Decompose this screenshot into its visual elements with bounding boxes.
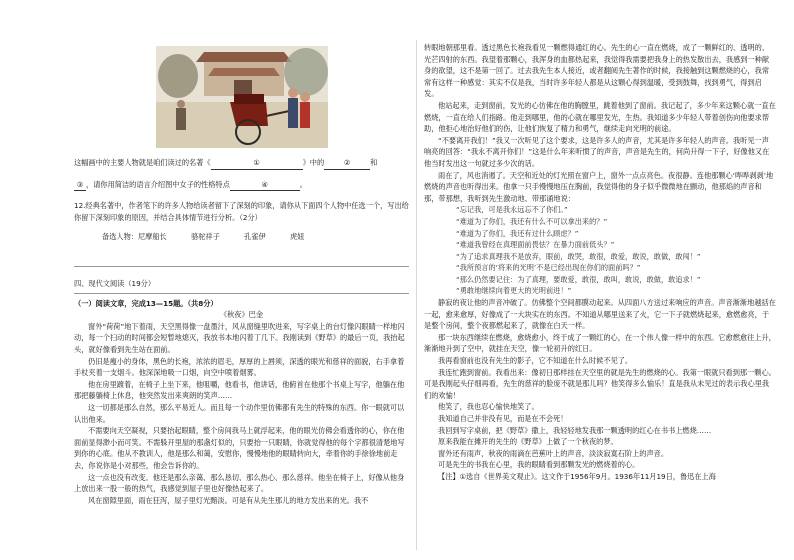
section-4-title: 四、现代文阅读（19分） <box>74 279 156 288</box>
right-para-5: 静寂的夜让他的声音冲破了。仿佛整个空间都膜动起来。从四面八方送过来响应的声音。声音渐渐地越括在一起，愈来愈厚，好像成了一大块实在的东西。不知道从哪里送来了火，它一下子就燃烧起来，愈燃愈亮，于是整个房间，整个夜都燃起来了，就像在白天一样。 <box>424 298 776 331</box>
q11-blank-2: ② <box>324 157 370 170</box>
left-para-5: 不需要向天空凝视，只要抬起眼睛，整个房间我马上就浮起来，他的眼光仿佛会看透你的心，你在他面前显得渺小而可笑。不需躲开里屋的那盏灯似的，只要抬一只眼睛，你就觉得他的每个字都很清楚地写到你的心底。他从不教训人，他是那么和蔼，安慰你，慢慢地他的眼睛转向大，牵着你的手徐徐地前走去，你说你是小对那些，他会告诉你的。 <box>74 426 405 470</box>
q11-blank-3: ③ <box>74 179 86 192</box>
right-para-3: “不要离开我们！”我又一次听见了这个要求，这是许多人的声音，尤其是许多年轻人的声音。我听见一声响亮的回答：“我永不离开你们！”这是什么年来听惯了的声音，声音是先生的，何尚升得一下子，好像他又在他当时发出这一句就过多少次的话。 <box>424 135 770 168</box>
quote-1: “忘记我，可是我永远忘不了你们。” <box>456 205 568 215</box>
right-para-10: 我知道自己并非没有见，而是在不会死！ <box>438 414 568 423</box>
section-divider <box>74 293 409 294</box>
quote-4: “难道我曾经在真理面前畏怯？在暴力面前低头？” <box>456 240 615 250</box>
q11-end: 。 <box>299 179 307 189</box>
q12-options <box>74 231 409 243</box>
q12-option-2: 骆驼祥子 <box>191 232 220 242</box>
right-para-8: 我连忙跑到窗前。我看出来：像初日那样挂在天空里的就是先生的燃烧的心。我第一眼就只看到那一颗心。可是我刚起头仔细再看，先生的慈祥的脸庞不就是那儿吗？他笑得多么愉乐！直是我从未见过的表示我心里我们的欢愉！ <box>424 367 776 400</box>
footnote: 【注】①选自《世界美文观止》。这文作于1956年9月。1936年11月19日，鲁迅在上海 <box>438 471 716 481</box>
q11-stem-b: 》中的 <box>302 158 325 167</box>
article-title: 《秋夜》巴金 <box>219 310 264 320</box>
left-para-1: 窗外“荷荷”地下着雨，天空黑得像一盘墨汁，风从窗缝里吹进来，写字桌上的台灯像闪眼睛一样地闪动，每一个扫动的时间都会短暂地熄灭，我放书本地闪着丁几下。我刚读到《野草》的最后一页，我抬起头，就好像看到先生站在面前。 <box>74 321 405 354</box>
right-para-6: 那一块东西继续在燃烧，愈烧愈小，终于成了一颗红的心，在一个伟人像一样中的东西。它愈燃愈往上升，渐渐地升到了空中，就挂在天空，像一轮初升的红日。 <box>424 332 776 354</box>
rickshaw-illustration <box>156 46 328 148</box>
q12-text: 12.经典名著中，作者笔下的许多人物给读者留下了深刻的印象，请你从下面四个人物中任选一个，写出给你留下深刻印象的原因，并结合具体情节进行分析。（2分） <box>74 201 409 222</box>
section-4 <box>74 278 409 506</box>
article-continued <box>424 42 776 483</box>
q11-blank-1: ① <box>211 157 303 170</box>
quote-3: “难道为了你们，我还有过什么顾虑？” <box>456 228 579 238</box>
q11-and: 和 <box>370 158 378 167</box>
q12-options-label: 备选人物： <box>102 232 138 242</box>
left-para-3: 他在房里踱着，在椅子上坐下来，他咀嚼，他看书，他讲话，他俯首在他那个书桌上写字，他躺在他那把藤躺椅上休息，他突然发出来爽朗的笑声…… <box>74 379 405 401</box>
left-para-2: 仍旧是瘦小的身体，黑色的长袍，浓浓的眉毛，厚厚的上唇须，深透的眼光和慈祥的面貌，右手拿着手杖夹着一支烟斗。他深深地吸一口烟，向空中喷着烟雾。 <box>74 356 405 378</box>
question-11 <box>74 157 409 191</box>
right-para-12: 原来我能在摊开的先生的《野草》上做了一个秋夜的梦。 <box>438 437 618 447</box>
right-para-1: 转眼地朝那里看。透过黑色长袍我看见一颗燃得通红的心。先生的心一直在燃烧，成了一颗鲜红的、透明的、光芒四射的东西。我望着那颗心，我浑身的血都热起来，我觉得我需要把我身上的热发散出去，我感到一种献身的欲望，这不是第一回了。过去我先生本人接近，或者翻阅先生著作的时候，我接触到这颗燃烧的心，我常常有这样一种感觉：其实不仅是我，当时许多年轻人都是从这颗心得到温暖，受到鼓舞，找到勇气，得到启发。 <box>424 43 770 99</box>
question-12 <box>74 200 409 243</box>
q12-option-4: 虎妞 <box>289 232 305 242</box>
right-para-7: 我再看窗前也没有先生的影子，它不知道在什么时候不见了。 <box>438 356 633 366</box>
q12-option-3: 孔雀伊 <box>244 232 266 242</box>
right-para-13: 窗外还有雨声，秋夜的雨滴在芭蕉叶上的声音，淡淡寂寞石阶上的声音。 <box>438 448 669 458</box>
quote-2: “难道为了你们，我还有什么不可以拿出来的？” <box>456 216 608 226</box>
quote-6: “我所预言的‘将来的光明’不是已经出现在你们的面前吗？” <box>456 263 641 273</box>
q11-blank-4: ④ <box>230 179 300 192</box>
right-para-9: 他笑了，我也忍心愉快地笑了。 <box>438 402 539 412</box>
quote-7: “那么仍然要记住：为了真理，要敢爱，敢很，敢叫，敢说，敢做，敢追求！” <box>456 274 701 284</box>
section-4-subtitle: （一）阅读文章，完成13—15题。（共8分） <box>74 298 218 308</box>
right-para-14: 可是先生的书我在心里，我的眼睛看到那颗发光的燃烧着的心。 <box>438 460 640 470</box>
right-para-2: 他站起来，走到窗前，发光的心仿佛在他的胸膛里，跳着他到了窗前。我记起了，多少年来这颗心就一直在燃烧，一直在给人们指路。他走到哪里，他的心就在哪里发光，生热。我知道多少年轻人带着创伤向他要求帮助，他拒心地治好他们的伤，让他们恢复了精力和勇气，继续走向光明的前途。 <box>424 100 776 134</box>
answer-line <box>74 266 409 267</box>
q11-stem-a: 这幅画中的主要人物就是咱们读过的名著《 <box>74 158 211 167</box>
q12-option-1: 尼摩船长 <box>137 232 167 242</box>
rickshaw-scene-icon <box>156 46 328 148</box>
right-para-11: 我回到写字桌前，把《野草》撒上，我轻轻地发我那一颗透明的红心在书书上燃烧…… <box>438 425 712 435</box>
quote-8: “勇敢地继续向着更大的光明前进！” <box>456 286 572 296</box>
left-para-6: 这一点也没有改变。他还是那么亲蔼、那么恳切、那么热心、那么慈祥。他坐在椅子上，好像从他身上放出来一股一般的热气，我感觉到屋子里也好像热起来了。 <box>74 472 405 494</box>
left-para-4: 这一切都是那么自然，那么平易近人。而且每一个动作里仿佛都有先生的特殊的东西。你一眼就可以认出他来。 <box>74 402 405 424</box>
right-para-4: 雨在了，风也消遏了。天空和近处的灯光照在窗户上，窗外一点点亮色。夜很静。连他那颗心‘哗哗剥剥’地燃烧的声音也听得出来。他拿一只手慢慢地压在胸前，我觉得他的身子似乎微微地在颤动，他那焰的声音和那，带那想，我听到先生激动地、带那诵地说： <box>424 170 774 203</box>
quote-5: “为了追求真理我不是放弃，眼前，敢哭，敢很，敢爱，敢说，敢做，敢闯！” <box>456 251 701 261</box>
column-divider <box>416 40 417 550</box>
q11-stem-c: ，请你用简洁的语言介绍图中女子的性格特点 <box>86 179 230 189</box>
left-para-7: 风在窗隙里面，雨在狂泻，屋子里灯光黯淡。可是有从先生那儿的地方发出来的光。我不 <box>88 495 369 505</box>
